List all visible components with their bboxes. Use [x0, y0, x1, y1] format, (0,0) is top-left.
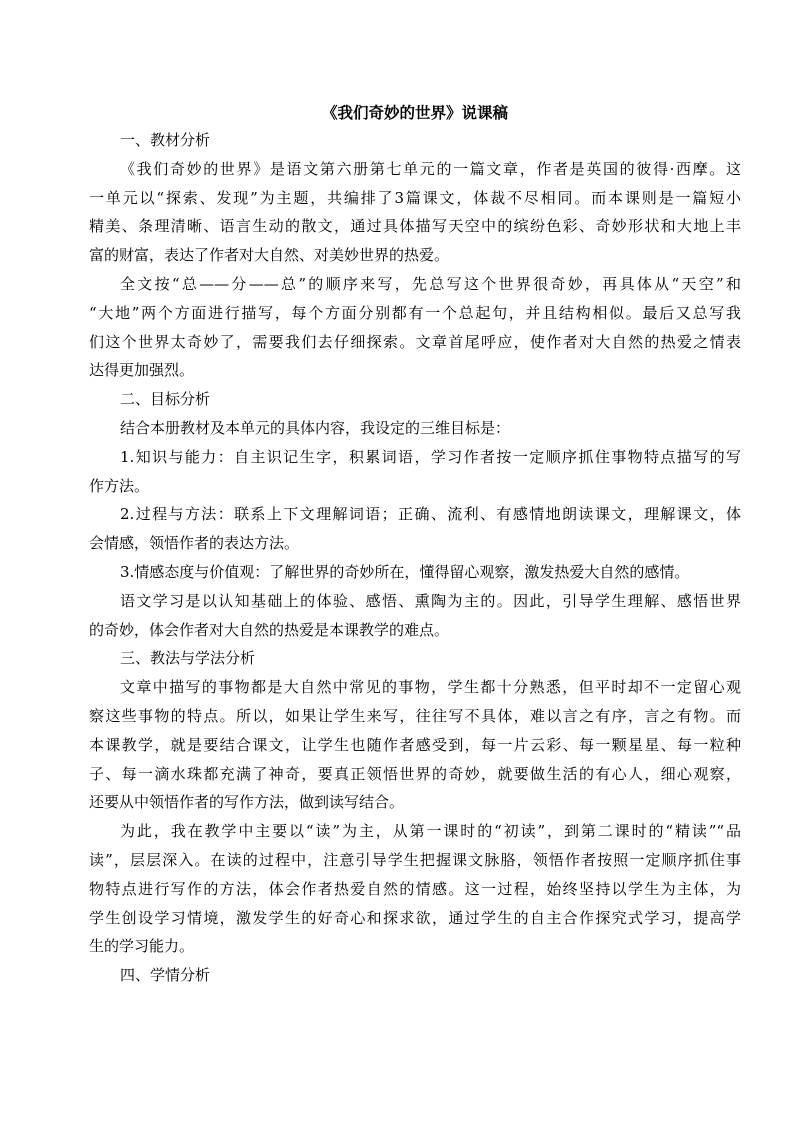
paragraph-line: 察这些事物的特点。所以，如果让学生来写，往往写不具体，难以言之有序，言之有物。而 — [89, 706, 741, 725]
paragraph — [89, 558, 741, 587]
paragraph-line: 达得更加强烈。 — [89, 361, 195, 380]
paragraph-line: “大地”两个方面进行描写，每个方面分别都有一个总起句，并且结构相似。最后又总写我 — [89, 303, 741, 322]
paragraph-line: 读”，层层深入。在读的过程中，注意引导学生把握课文脉胳，领悟作者按照一定顺序抓住事 — [89, 850, 741, 869]
section-heading: 一、教材分析 — [120, 131, 211, 149]
paragraph-line: 本课教学，就是要结合课文，让学生也随作者感受到，每一片云彩、每一颗星星、每一粒种 — [89, 735, 741, 754]
paragraph — [89, 673, 741, 817]
paragraph — [89, 443, 741, 501]
paragraph-line: 物特点进行写作的方法，体会作者热爱自然的情感。这一过程，始终坚持以学生为主体，为 — [89, 879, 741, 898]
section — [89, 385, 741, 644]
document-body — [89, 101, 741, 990]
paragraph-line: 3.情感态度与价值观：了解世界的奇妙所在，懂得留心观察，激发热爱大自然的感情。 — [120, 562, 690, 581]
paragraph-line: 子、每一滴水珠都充满了神奇，要真正领悟世界的奇妙，就要做生活的有心人，细心观察， — [89, 764, 741, 783]
document-title: 《我们奇妙的世界》说课稿 — [321, 103, 508, 122]
section-heading: 四、学情分析 — [120, 966, 211, 985]
paragraph-line: 会情感，领悟作者的表达方法。 — [89, 534, 300, 553]
paragraph-line: 2.过程与方法：联系上下文理解词语；正确、流利、有感情地朗读课文，理解课文，体 — [120, 505, 741, 524]
section-heading: 二、目标分析 — [120, 390, 211, 409]
section-heading: 三、教法与学法分析 — [120, 649, 256, 668]
paragraph-line: 1.知识与能力：自主识记生字，积累词语，学习作者按一定顺序抓住事物特点描写的写 — [120, 447, 741, 466]
paragraph — [89, 414, 741, 443]
paragraph-line: 文章中描写的事物都是大自然中常见的事物，学生都十分熟悉，但平时却不一定留心观 — [120, 678, 741, 697]
paragraph-line: 一单元以“探索、发现”为主题，共编排了3篇课文，体裁不尽相同。而本课则是一篇短小 — [89, 188, 741, 207]
paragraph-line: 的奇妙，体会作者对大自然的热爱是本课教学的难点。 — [89, 620, 450, 639]
paragraph-line: 还要从中领悟作者的写作方法，做到读写结合。 — [89, 793, 405, 812]
section — [89, 126, 741, 385]
paragraph — [89, 270, 741, 385]
paragraph — [89, 817, 741, 961]
sections-container — [89, 126, 741, 990]
paragraph-line: 学生创设学习情境，激发学生的好奇心和探求欲，通过学生的自主合作探究式学习，提高学 — [89, 908, 741, 927]
paragraph-line: 生的学习能力。 — [89, 937, 195, 956]
paragraph-line: 为此，我在教学中主要以“读”为主，从第一课时的“初读”，到第二课时的“精读”“品 — [120, 822, 741, 841]
paragraph-line: 结合本册教材及本单元的具体内容，我设定的三维目标是： — [120, 418, 511, 437]
paragraph-line: 语文学习是以认知基础上的体验、感悟、熏陶为主的。因此，引导学生理解、感悟世界 — [120, 591, 741, 610]
paragraph-line: 精美、条理清晰、语言生动的散文，通过具体描写天空中的缤纷色彩、奇妙形状和大地上丰 — [89, 217, 741, 236]
paragraph-line: 《我们奇妙的世界》是语文第六册第七单元的一篇文章，作者是英国的彼得·西摩。这 — [120, 159, 741, 178]
paragraph-line: 作方法。 — [89, 476, 150, 495]
paragraph-line: 们这个世界太奇妙了，需要我们去仔细探索。文章首尾呼应，使作者对大自然的热爱之情表 — [89, 332, 741, 351]
paragraph — [89, 500, 741, 558]
paragraph-line: 全文按“总——分——总”的顺序来写，先总写这个世界很奇妙，再具体从“天空”和 — [120, 274, 741, 293]
paragraph — [89, 587, 741, 645]
section — [89, 644, 741, 961]
paragraph-line: 富的财富，表达了作者对大自然、对美妙世界的热爱。 — [89, 246, 450, 265]
section — [89, 961, 741, 990]
paragraph — [89, 155, 741, 270]
